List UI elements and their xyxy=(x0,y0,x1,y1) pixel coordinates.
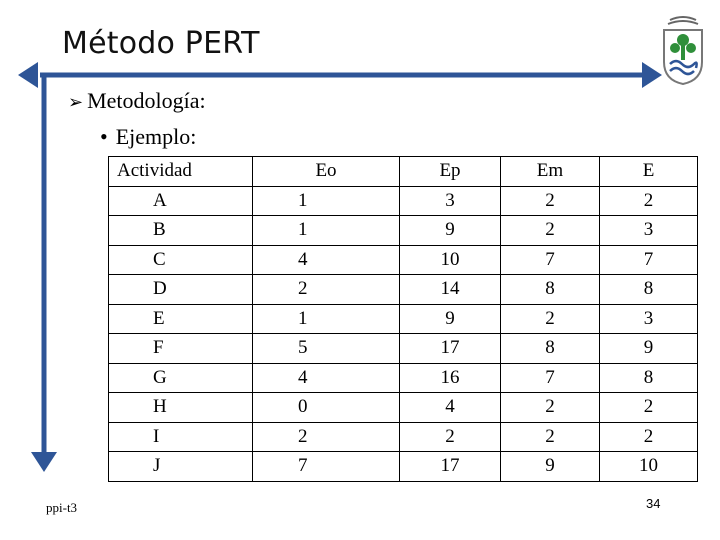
table-row xyxy=(109,304,698,334)
cell-eo: 2 xyxy=(253,275,400,305)
header-em: Em xyxy=(501,157,600,187)
cell-eo: 0 xyxy=(253,393,400,423)
table-row xyxy=(109,275,698,305)
cell-em: 2 xyxy=(501,304,600,334)
dot-bullet-icon: • xyxy=(100,124,108,149)
table-row xyxy=(109,422,698,452)
table-row xyxy=(109,245,698,275)
cell-actividad: E xyxy=(109,304,253,334)
cell-em: 8 xyxy=(501,275,600,305)
footer-course-code: ppi-t3 xyxy=(46,500,78,515)
cell-em: 2 xyxy=(501,216,600,246)
cell-ep: 2 xyxy=(400,422,501,452)
cell-eo: 4 xyxy=(253,363,400,393)
table-row xyxy=(109,393,698,423)
cell-em: 2 xyxy=(501,422,600,452)
slide-title: Método PERT xyxy=(62,26,260,61)
cell-e: 9 xyxy=(600,334,698,364)
header-ep: Ep xyxy=(400,157,501,187)
cell-e: 8 xyxy=(600,275,698,305)
bullet-level1-text: Metodología: xyxy=(87,88,206,113)
table-row xyxy=(109,363,698,393)
cell-actividad: C xyxy=(109,245,253,275)
cell-actividad: G xyxy=(109,363,253,393)
bullet-level2 xyxy=(100,124,196,150)
cell-eo: 2 xyxy=(253,422,400,452)
cell-ep: 4 xyxy=(400,393,501,423)
cell-ep: 14 xyxy=(400,275,501,305)
cell-ep: 9 xyxy=(400,304,501,334)
cell-actividad: H xyxy=(109,393,253,423)
arrow-bullet-icon: ➢ xyxy=(68,92,84,113)
bullet-level1 xyxy=(68,88,206,114)
page-number: 34 xyxy=(646,496,661,511)
header-actividad: Actividad xyxy=(109,157,253,187)
table-header-row xyxy=(109,157,698,187)
cell-actividad: F xyxy=(109,334,253,364)
cell-ep: 16 xyxy=(400,363,501,393)
university-tree-logo-icon xyxy=(656,14,710,86)
down-arrowhead-icon xyxy=(31,452,57,472)
bullet-level2-text: Ejemplo: xyxy=(115,124,197,149)
cell-e: 8 xyxy=(600,363,698,393)
cell-e: 3 xyxy=(600,216,698,246)
cell-eo: 1 xyxy=(253,304,400,334)
cell-e: 2 xyxy=(600,186,698,216)
cell-e: 3 xyxy=(600,304,698,334)
cell-em: 9 xyxy=(501,452,600,482)
cell-eo: 7 xyxy=(253,452,400,482)
cell-e: 2 xyxy=(600,393,698,423)
cell-e: 2 xyxy=(600,422,698,452)
cell-actividad: J xyxy=(109,452,253,482)
cell-ep: 10 xyxy=(400,245,501,275)
left-arrowhead-icon xyxy=(18,62,38,88)
cell-ep: 17 xyxy=(400,334,501,364)
table-row xyxy=(109,186,698,216)
cell-eo: 4 xyxy=(253,245,400,275)
cell-actividad: B xyxy=(109,216,253,246)
cell-em: 7 xyxy=(501,245,600,275)
cell-eo: 1 xyxy=(253,186,400,216)
cell-em: 2 xyxy=(501,186,600,216)
cell-e: 10 xyxy=(600,452,698,482)
cell-actividad: I xyxy=(109,422,253,452)
cell-eo: 5 xyxy=(253,334,400,364)
pert-table xyxy=(108,156,698,482)
cell-e: 7 xyxy=(600,245,698,275)
cell-em: 8 xyxy=(501,334,600,364)
cell-ep: 9 xyxy=(400,216,501,246)
cell-ep: 3 xyxy=(400,186,501,216)
cell-actividad: A xyxy=(109,186,253,216)
table-row xyxy=(109,216,698,246)
table-row xyxy=(109,452,698,482)
cell-eo: 1 xyxy=(253,216,400,246)
cell-em: 7 xyxy=(501,363,600,393)
cell-em: 2 xyxy=(501,393,600,423)
cell-actividad: D xyxy=(109,275,253,305)
header-e: E xyxy=(600,157,698,187)
table-row xyxy=(109,334,698,364)
cell-ep: 17 xyxy=(400,452,501,482)
header-eo: Eo xyxy=(253,157,400,187)
